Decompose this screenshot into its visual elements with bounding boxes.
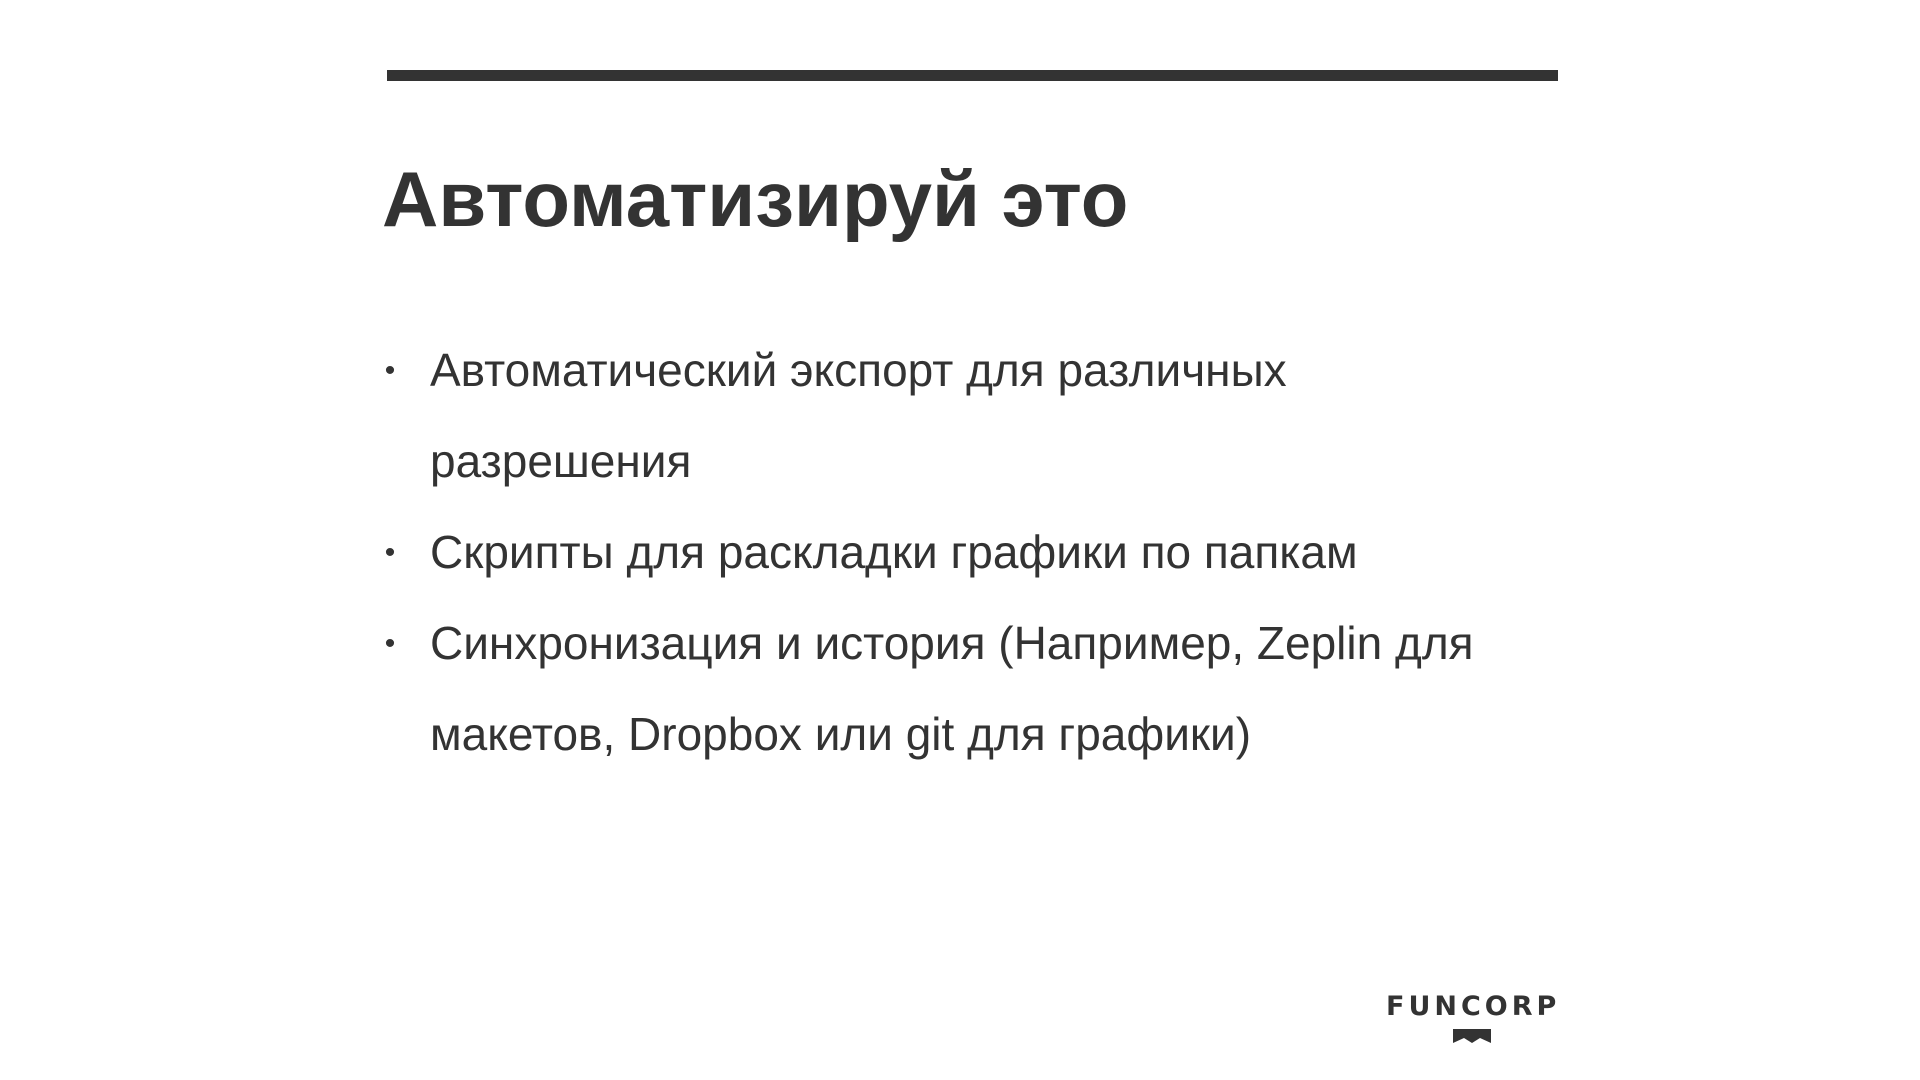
bullet-item [380,325,1540,507]
logo-text: FUNCORP [1386,991,1561,1022]
bullet-list [380,325,1540,780]
bullet-dot-icon: • [384,627,396,660]
bullet-dot-icon: • [384,536,396,569]
top-rule-divider [387,70,1558,81]
slide-title: Автоматизируй это [382,155,1129,243]
funcorp-logo [1386,991,1561,1050]
crown-mark-icon [1453,1029,1491,1043]
bullet-item [380,507,1540,598]
bullet-text: Автоматический экспорт для различных разрешения [430,344,1287,487]
bullet-item [380,598,1540,780]
bullet-text: Скрипты для раскладки графики по папкам [430,526,1358,578]
bullet-dot-icon: • [384,354,396,387]
bullet-text: Синхронизация и история (Например, Zeplin для макетов, Dropbox или git для графики) [430,617,1474,760]
